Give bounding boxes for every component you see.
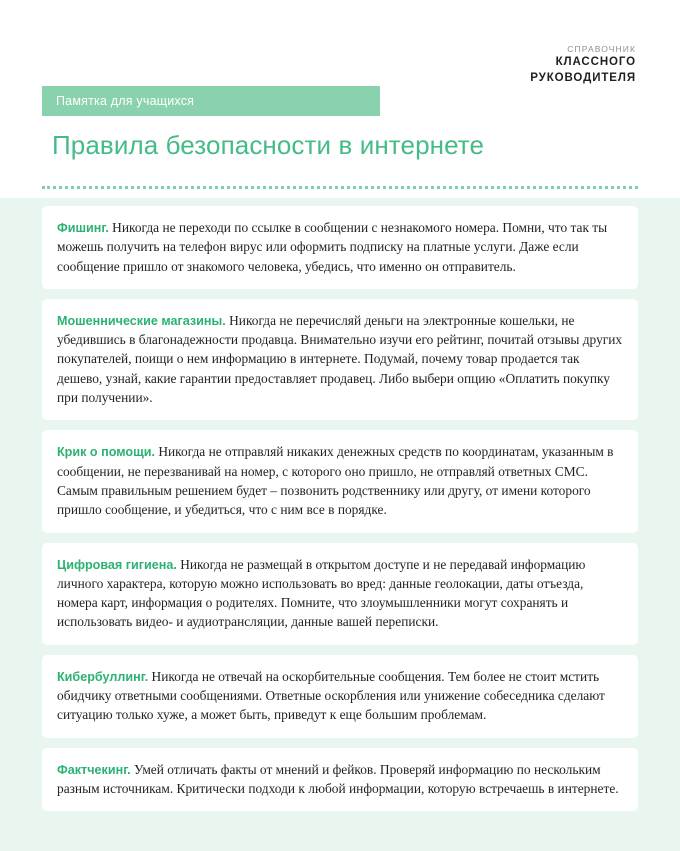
rule-lead: Мошеннические магазины.: [57, 313, 226, 328]
list-item: [42, 206, 638, 289]
rule-text: Никогда не отправляй никаких денежных средств по координатам, указанным в сообщении, не перезванивай на номер, с которого оно пришло, не отправляй ответных СМС. Самым правильным решением будет – позвонить родственнику или другу, от имени которого пришло сообщение, и убедиться, что с ним все в порядке.: [57, 444, 614, 518]
list-item: [42, 543, 638, 645]
list-item: [42, 748, 638, 812]
list-item: [42, 430, 638, 532]
rule-text: Никогда не отвечай на оскорбительные сообщения. Тем более не стоит мстить обидчику ответными сообщениями. Ответные оскорбления или унижение собеседника сделают ситуацию только хуже, а может быть, приведут к еще большим проблемам.: [57, 668, 605, 723]
dotted-divider: [42, 186, 638, 189]
audience-badge-label: Памятка для учащихся: [56, 94, 195, 108]
brand-subtitle: СПРАВОЧНИК: [567, 44, 636, 54]
audience-badge: [42, 86, 380, 116]
rule-lead: Кибербуллинг.: [57, 669, 149, 684]
rule-text: Умей отличать факты от мнений и фейков. Проверяй информацию по нескольким разным источникам. Критически подходи к любой информации, которую встречаешь в интернете.: [57, 761, 619, 796]
rule-text: Никогда не размещай в открытом доступе и не передавай информацию личного характера, которую можно использовать во вред: данные геолокации, даты отъезда, номера карт, информация о родителях. Помните, что злоумышленники могут сохранять и использовать видео- и аудиотрансляции, данные вашей переписки.: [57, 556, 586, 630]
rule-text: Никогда не переходи по ссылке в сообщении с незнакомого номера. Помни, что так ты можешь получить на телефон вирус или оформить подписку на платные услуги. Даже если сообщение пришло от знакомого человека, убедись, что именно он отправитель.: [57, 220, 608, 274]
rule-text: Никогда не перечисляй деньги на электронные кошельки, не убедившись в благонадежности продавца. Внимательно изучи его рейтинг, почитай отзывы других покупателей, поищи о нем информацию в интернете. Подумай, почему товар продается так дешево, узнай, какие гарантии предоставляет продавец. Либо выбери опцию «Оплатить покупку при получении».: [57, 312, 623, 406]
rule-lead: Цифровая гигиена.: [57, 557, 177, 572]
rule-lead: Крик о помощи.: [57, 445, 155, 460]
list-item: [42, 299, 638, 420]
brand-title-line2: РУКОВОДИТЕЛЯ: [530, 71, 636, 84]
brand-title-line1: КЛАССНОГО: [555, 56, 636, 69]
page-title: Правила безопасности в интернете: [52, 130, 485, 160]
publisher-brand: [530, 44, 636, 85]
rule-lead: Фактчекинг.: [57, 762, 131, 777]
rule-lead: Фишинг.: [57, 221, 109, 235]
list-item: [42, 655, 638, 738]
rules-list: [42, 206, 638, 811]
